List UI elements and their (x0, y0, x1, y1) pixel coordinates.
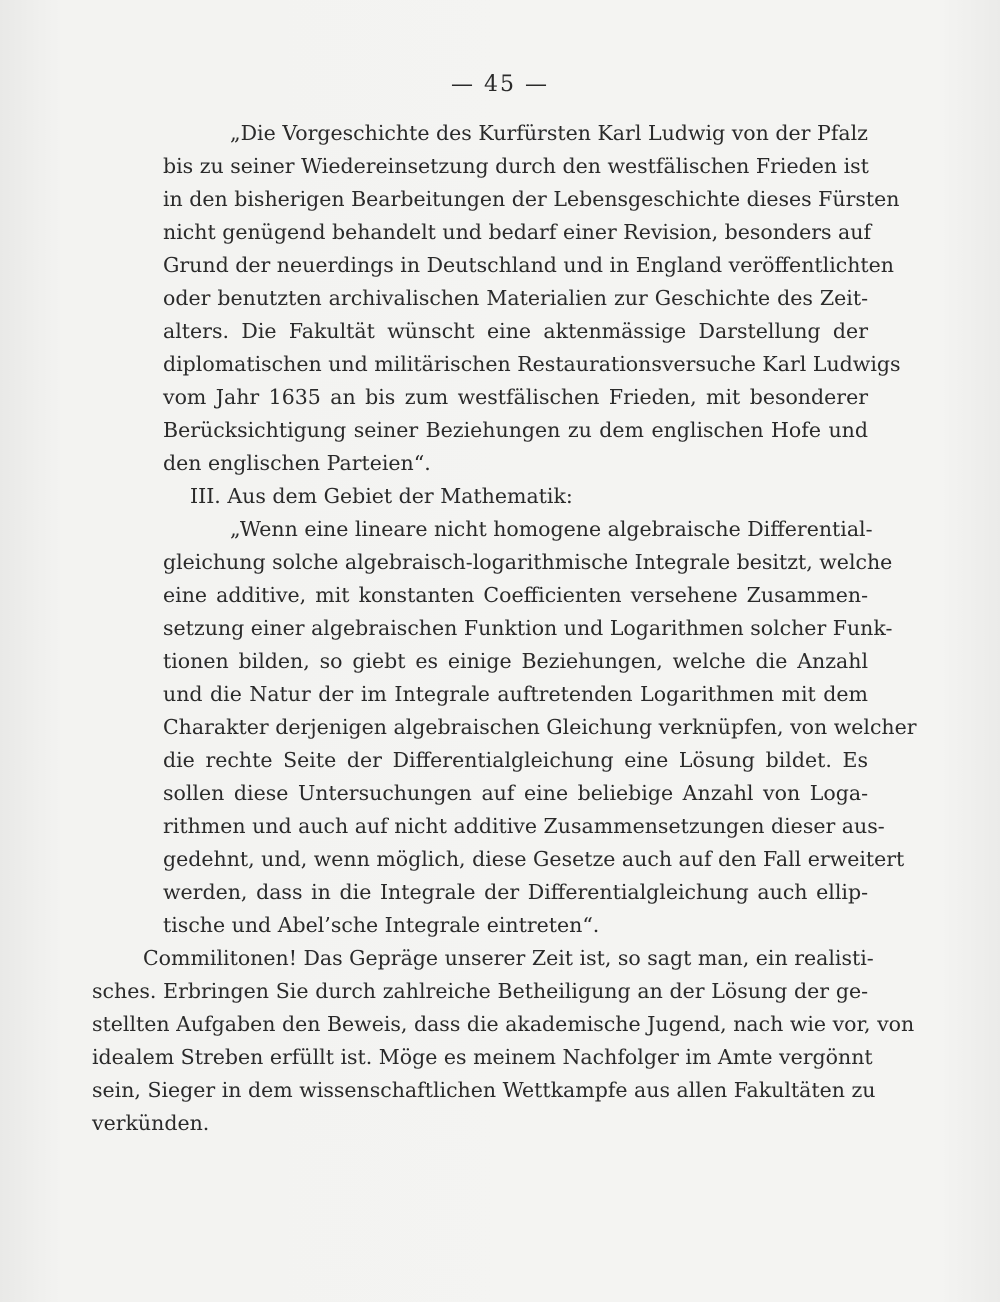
text-line: und die Natur der im Integrale auftretenden Logarithmen mit dem (163, 682, 868, 706)
text-line: tische und Abel’sche Integrale eintreten“. (163, 913, 600, 937)
text-line: in den bisherigen Bearbeitungen der Lebensgeschichte dieses Fürsten (163, 187, 900, 211)
text-line: sches. Erbringen Sie durch zahlreiche Betheiligung an der Lösung der ge- (92, 979, 868, 1003)
text-line: Commilitonen! Das Gepräge unserer Zeit ist, so sagt man, ein realisti- (143, 946, 874, 970)
text-line: III. Aus dem Gebiet der Mathematik: (190, 484, 573, 508)
text-line: Berücksichtigung seiner Beziehungen zu dem englischen Hofe und (163, 418, 868, 442)
text-line: nicht genügend behandelt und bedarf einer Revision, besonders auf (163, 220, 872, 244)
text-line: setzung einer algebraischen Funktion und Logarithmen solcher Funk- (163, 616, 893, 640)
page-number: — 45 — (451, 72, 549, 97)
text-line: gleichung solche algebraisch-logarithmische Integrale besitzt, welche (163, 550, 893, 574)
text-line: Charakter derjenigen algebraischen Gleichung verknüpfen, von welcher (163, 715, 917, 739)
text-line: bis zu seiner Wiedereinsetzung durch den westfälischen Frieden ist (163, 154, 869, 178)
text-line: diplomatischen und militärischen Restaurationsversuche Karl Ludwigs (163, 352, 901, 376)
text-line: rithmen und auch auf nicht additive Zusammensetzungen dieser aus- (163, 814, 885, 838)
text-line: „Wenn eine lineare nicht homogene algebraische Differential- (230, 517, 873, 541)
text-line: eine additive, mit konstanten Coefficienten versehene Zusammen- (163, 583, 868, 607)
text-line: sein, Sieger in dem wissenschaftlichen Wettkampfe aus allen Fakultäten zu (92, 1078, 876, 1102)
text-line: sollen diese Untersuchungen auf eine beliebige Anzahl von Loga- (163, 781, 868, 805)
text-line: „Die Vorgeschichte des Kurfürsten Karl Ludwig von der Pfalz (230, 121, 868, 145)
text-line: stellten Aufgaben den Beweis, dass die akademische Jugend, nach wie vor, von (92, 1012, 915, 1036)
text-line: gedehnt, und, wenn möglich, diese Gesetze auch auf den Fall erweitert (163, 847, 905, 871)
text-line: alters. Die Fakultät wünscht eine aktenmässige Darstellung der (163, 319, 868, 343)
text-line: oder benutzten archivalischen Materialien zur Geschichte des Zeit- (163, 286, 868, 310)
text-line: werden, dass in die Integrale der Differentialgleichung auch ellip- (163, 880, 868, 904)
text-line: idealem Streben erfüllt ist. Möge es meinem Nachfolger im Amte vergönnt (92, 1045, 873, 1069)
text-line: den englischen Parteien“. (163, 451, 431, 475)
text-line: die rechte Seite der Differentialgleichung eine Lösung bildet. Es (163, 748, 868, 772)
text-line: Grund der neuerdings in Deutschland und in England veröffentlichten (163, 253, 895, 277)
text-line: vom Jahr 1635 an bis zum westfälischen Frieden, mit besonderer (163, 385, 868, 409)
text-line: verkünden. (92, 1111, 210, 1135)
text-line: tionen bilden, so giebt es einige Beziehungen, welche die Anzahl (163, 649, 868, 673)
